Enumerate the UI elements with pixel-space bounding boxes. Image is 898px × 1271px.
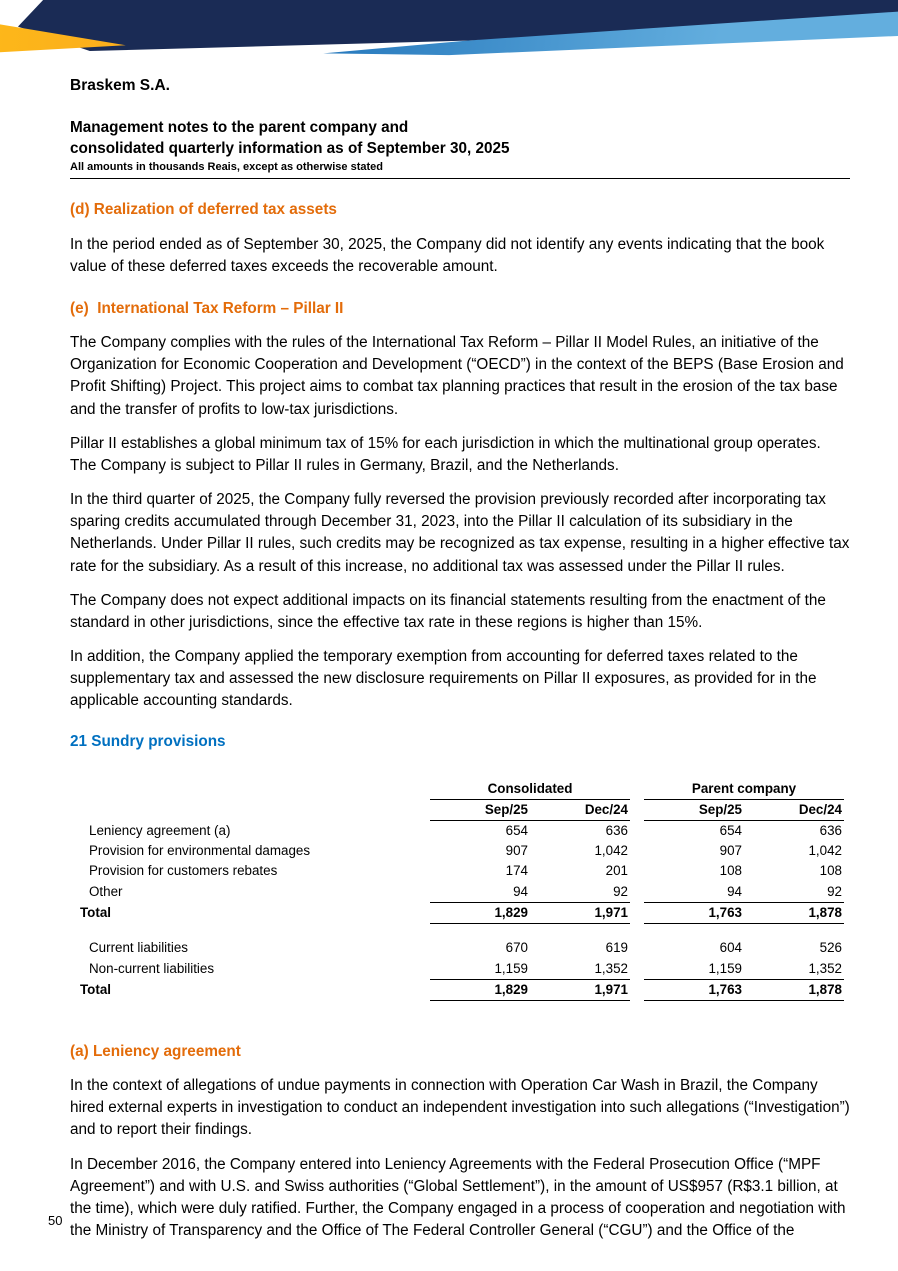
cell-value: 1,352: [530, 959, 630, 980]
cell-value: 1,971: [530, 902, 630, 923]
period-header: Sep/25: [644, 799, 744, 820]
period-header: Sep/25: [430, 799, 530, 820]
section-d-heading: (d) Realization of deferred tax assets: [70, 201, 337, 219]
section-e-paragraph-3: In the third quarter of 2025, the Company fully reversed the provision previously recorded after incorporating tax sparing credits accumulated through December 31, 2023, into the Pillar II calculation of its subsidiary in the Netherlands. Under Pillar II rules, such credits may be recognized as tax expense, resulting in a higher effective tax rate for the subsidiary. As a result of this increase, no additional tax was assessed under the Pillar II rules.: [70, 491, 850, 575]
cell-value: 1,763: [644, 979, 744, 1000]
cell-value: 1,159: [430, 959, 530, 980]
row-label: Provision for customers rebates: [89, 863, 278, 879]
column-gap: [630, 959, 644, 980]
row-label: Current liabilities: [89, 940, 188, 956]
section-e-paragraph-2: Pillar II establishes a global minimum tax of 15% for each jurisdiction in which the multinational group operates. The Company is subject to Pillar II rules in Germany, Brazil, and the Netherlands.: [70, 434, 821, 474]
cell-value: 1,829: [430, 979, 530, 1000]
cell-value: 94: [430, 882, 530, 903]
cell-value: 1,159: [644, 959, 744, 980]
cell-value: 1,763: [644, 902, 744, 923]
cell-value: 201: [605, 863, 628, 879]
document-header: [70, 118, 850, 179]
cell-value: 670: [505, 940, 528, 956]
section-e-paragraph-4: The Company does not expect additional impacts on its financial statements resulting from the enactment of the standard in other jurisdictions, since the effective tax rate in these regions is higher than 15%.: [70, 591, 826, 631]
table-row: [78, 841, 844, 861]
cell-value: 1,829: [430, 902, 530, 923]
column-gap: [630, 938, 644, 958]
table-row: [78, 902, 844, 923]
cell-value: 1,042: [808, 843, 842, 859]
section-a-paragraph-1: In the context of allegations of undue payments in connection with Operation Car Wash in Brazil, the Company hired external experts in investigation to conduct an independent investigation into such allegations (“Investigation”) and to report their findings.: [70, 1077, 850, 1139]
cell-value: 1,971: [530, 979, 630, 1000]
cell-value: 1,878: [744, 979, 844, 1000]
table-row: [78, 959, 844, 980]
section-21-heading: 21 Sundry provisions: [70, 732, 226, 750]
header-line-3: All amounts in thousands Reais, except as otherwise stated: [70, 160, 383, 173]
table-spacer-row: [78, 923, 844, 938]
cell-value: 654: [719, 823, 742, 839]
provisions-table-body: [78, 821, 844, 1001]
cell-value: 108: [819, 863, 842, 879]
row-label: Provision for environmental damages: [89, 843, 311, 859]
header-line-1: Management notes to the parent company and: [70, 119, 409, 137]
column-gap: [630, 821, 644, 842]
cell-value: 907: [719, 843, 742, 859]
sundry-provisions-table-wrap: [78, 779, 850, 1001]
cell-value: 1,878: [744, 902, 844, 923]
row-label: Other: [89, 884, 123, 900]
header-line-2: consolidated quarterly information as of September 30, 2025: [70, 139, 510, 157]
cell-value: 526: [819, 940, 842, 956]
cell-value: 1,352: [744, 959, 844, 980]
period-header: Dec/24: [530, 799, 630, 820]
row-label: Total: [80, 982, 111, 998]
cell-value: 604: [719, 940, 742, 956]
cell-value: 174: [505, 863, 528, 879]
cell-value: 94: [644, 882, 744, 903]
cell-value: 92: [530, 882, 630, 903]
group-header-consolidated: Consolidated: [430, 779, 630, 800]
row-label: Leniency agreement (a): [89, 823, 231, 839]
section-d-paragraph: In the period ended as of September 30, 2025, the Company did not identify any events indicating that the book value of these deferred taxes exceeds the recoverable amount.: [70, 235, 825, 275]
column-gap: [630, 902, 644, 923]
column-gap: [630, 841, 644, 861]
document-body: [0, 75, 898, 1242]
company-name: Braskem S.A.: [70, 77, 170, 94]
group-header-parent-company: Parent company: [644, 779, 844, 800]
cell-value: 654: [505, 823, 528, 839]
cell-value: 108: [719, 863, 742, 879]
row-label: Total: [80, 905, 111, 921]
row-label: Non-current liabilities: [89, 961, 215, 977]
section-e-heading: (e) International Tax Reform – Pillar II: [70, 299, 344, 317]
table-row: [78, 882, 844, 903]
cell-value: 619: [605, 940, 628, 956]
table-row: [78, 821, 844, 842]
table-period-header-row: [78, 799, 844, 820]
cell-value: 907: [505, 843, 528, 859]
section-e-paragraph-5: In addition, the Company applied the temporary exemption from accounting for deferred taxes related to the supplementary tax and assessed the new disclosure requirements on Pillar II exposures, as provided for in the applicable accounting standards.: [70, 648, 817, 710]
sundry-provisions-table: [78, 779, 844, 1001]
table-group-header-row: [78, 779, 844, 800]
cell-value: 636: [819, 823, 842, 839]
column-gap: [630, 979, 644, 1000]
cell-value: 92: [744, 882, 844, 903]
table-row: [78, 861, 844, 881]
page-number: 50: [48, 1213, 63, 1228]
column-gap: [630, 882, 644, 903]
cell-value: 636: [605, 823, 628, 839]
section-a-paragraph-2: In December 2016, the Company entered into Leniency Agreements with the Federal Prosecution Office (“MPF Agreement”) and with U.S. and Swiss authorities (“Global Settlement”), in the amount of US$957 (R$3.1 billion, at the time), which were duly ratified. Further, the Company engaged in a process of cooperation and negotiation with the Ministry of Transparency and the Office of The Federal Controller General (“CGU”) and the Office of the: [70, 1155, 846, 1240]
period-header: Dec/24: [744, 799, 844, 820]
column-gap: [630, 861, 644, 881]
page-header-decoration: [0, 0, 898, 58]
cell-value: 1,042: [594, 843, 628, 859]
table-row: [78, 938, 844, 958]
section-a-heading: (a) Leniency agreement: [70, 1042, 241, 1060]
section-e-paragraph-1: The Company complies with the rules of the International Tax Reform – Pillar II Model Rules, an initiative of the Organization for Economic Cooperation and Development (“OECD”) in the context of the BEPS (Base Erosion and Profit Shifting) Project. This project aims to combat tax planning practices that result in the erosion of the tax base and the transfer of profits to low-tax jurisdictions.: [70, 334, 844, 418]
table-row: [78, 979, 844, 1000]
